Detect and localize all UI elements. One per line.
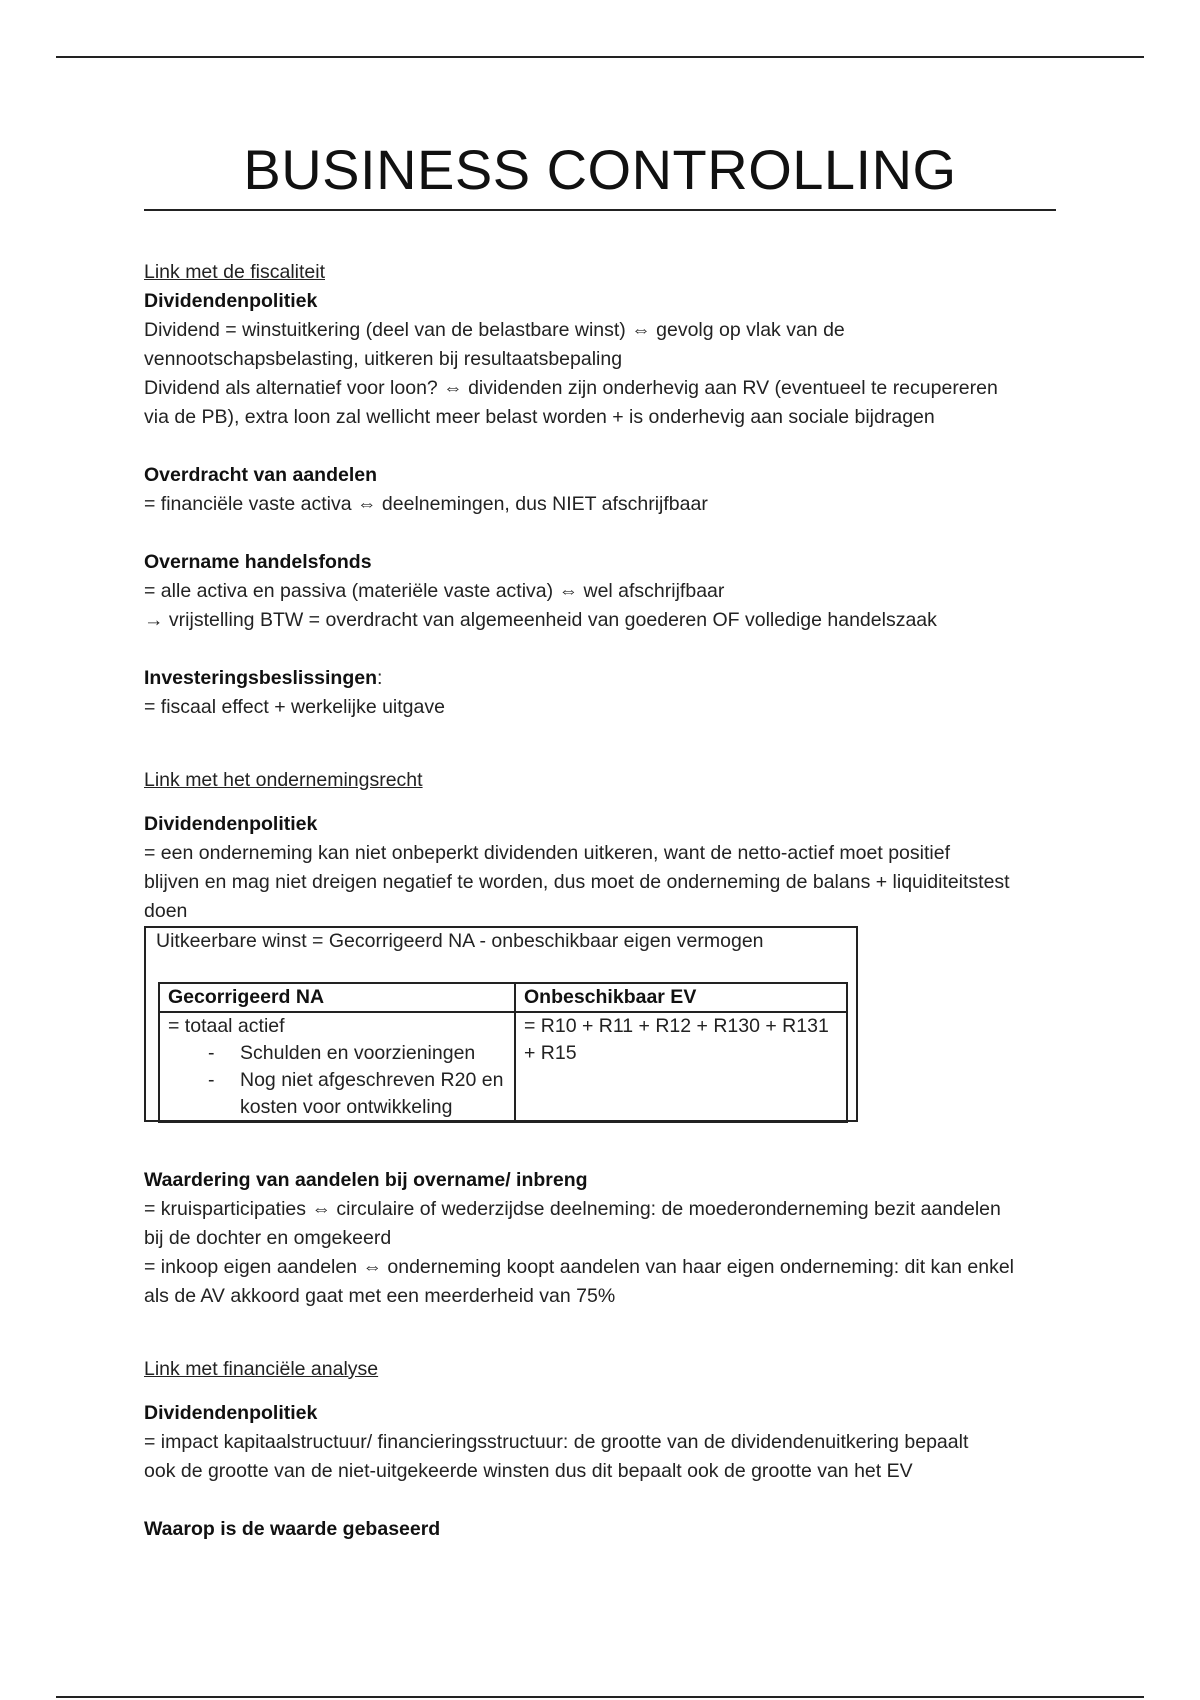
paragraph-line: = alle activa en passiva (materiële vaste activa) ⇔ wel afschrijfbaar [144, 580, 725, 602]
subheading-waardering: Waardering van aandelen bij overname/ inbreng [144, 1169, 588, 1191]
subheading-waarde: Waarop is de waarde gebaseerd [144, 1518, 441, 1540]
uitkeerbare-winst-box [144, 926, 858, 1122]
formula-table [158, 982, 848, 1123]
subheading-overname: Overname handelsfonds [144, 551, 372, 573]
list-item: - Schulden en voorzieningen [208, 1040, 506, 1067]
document-title: BUSINESS CONTROLLING [243, 138, 957, 201]
document-body [144, 258, 1064, 1544]
paragraph-line: Dividend als alternatief voor loon? ⇔ dividenden zijn onderhevig aan RV (eventueel te recupereren [144, 377, 998, 399]
paragraph-line: Dividend = winstuitkering (deel van de belastbare winst) ⇔ gevolg op vlak van de [144, 319, 845, 341]
paragraph-line: via de PB), extra loon zal wellicht meer belast worden + is onderhevig aan sociale bijdragen [144, 406, 935, 428]
paragraph-line: = impact kapitaalstructuur/ financieringsstructuur: de grootte van de dividendenuitkering bepaalt [144, 1431, 969, 1453]
table-header-gecorrigeerd-na: Gecorrigeerd NA [159, 983, 515, 1012]
list-item: - Nog niet afgeschreven R20 en kosten voor ontwikkeling [208, 1067, 506, 1121]
title-underline [144, 209, 1056, 211]
section-heading-ondernemingsrecht: Link met het ondernemingsrecht [144, 769, 423, 791]
paragraph-line: doen [144, 900, 188, 922]
box-heading: Uitkeerbare winst = Gecorrigeerd NA - onbeschikbaar eigen vermogen [156, 930, 764, 952]
table-header-row [159, 983, 847, 1012]
paragraph-line: ook de grootte van de niet-uitgekeerde winsten dus dit bepaalt ook de grootte van het EV [144, 1460, 913, 1482]
paragraph-line: bij de dochter en omgekeerd [144, 1227, 392, 1249]
deduction-list [168, 1040, 506, 1121]
subheading-investering: Investeringsbeslissingen [144, 667, 378, 689]
paragraph-line: = kruisparticipaties ⇔ circulaire of wederzijdse deelneming: de moederonderneming bezit aandelen [144, 1198, 1001, 1220]
table-header-onbeschikbaar-ev: Onbeschikbaar EV [515, 983, 847, 1012]
table-cell-onbeschikbaar-ev [515, 1012, 847, 1122]
subheading-overdracht: Overdracht van aandelen [144, 464, 378, 486]
table-row [159, 1012, 847, 1122]
subheading-colon: : [377, 667, 383, 689]
paragraph-line: vennootschapsbelasting, uitkeren bij resultaatsbepaling [144, 348, 623, 370]
paragraph-line: = een onderneming kan niet onbeperkt dividenden uitkeren, want de netto-actief moet positief [144, 842, 950, 864]
paragraph-line: = fiscaal effect + werkelijke uitgave [144, 696, 445, 718]
paragraph-line: als de AV akkoord gaat met een meerderheid van 75% [144, 1285, 616, 1307]
subheading-investering-row [144, 664, 1064, 693]
page-top-rule [56, 56, 1144, 58]
section-heading-financiele-analyse: Link met financiële analyse [144, 1358, 379, 1380]
subheading-dividendenpolitiek: Dividendenpolitiek [144, 1402, 318, 1424]
paragraph-line: blijven en mag niet dreigen negatief te worden, dus moet de onderneming de balans + liquiditeitstest [144, 871, 1010, 893]
page-bottom-rule [56, 1696, 1144, 1698]
paragraph-line: = inkoop eigen aandelen ⇔ onderneming koopt aandelen van haar eigen onderneming: dit kan enkel [144, 1256, 1015, 1278]
subheading-dividendenpolitiek: Dividendenpolitiek [144, 290, 318, 312]
cell-line: = totaal actief [168, 1015, 285, 1037]
paragraph-line: → vrijstelling BTW = overdracht van algemeenheid van goederen OF volledige handelszaak [144, 609, 937, 631]
section-heading-fiscaliteit: Link met de fiscaliteit [144, 261, 325, 283]
subheading-dividendenpolitiek: Dividendenpolitiek [144, 813, 318, 835]
paragraph-line: = financiële vaste activa ⇔ deelnemingen, dus NIET afschrijfbaar [144, 493, 708, 515]
table-cell-gecorrigeerd-na [159, 1012, 515, 1122]
cell-line: = R10 + R11 + R12 + R130 + R131 + R15 [524, 1015, 829, 1064]
